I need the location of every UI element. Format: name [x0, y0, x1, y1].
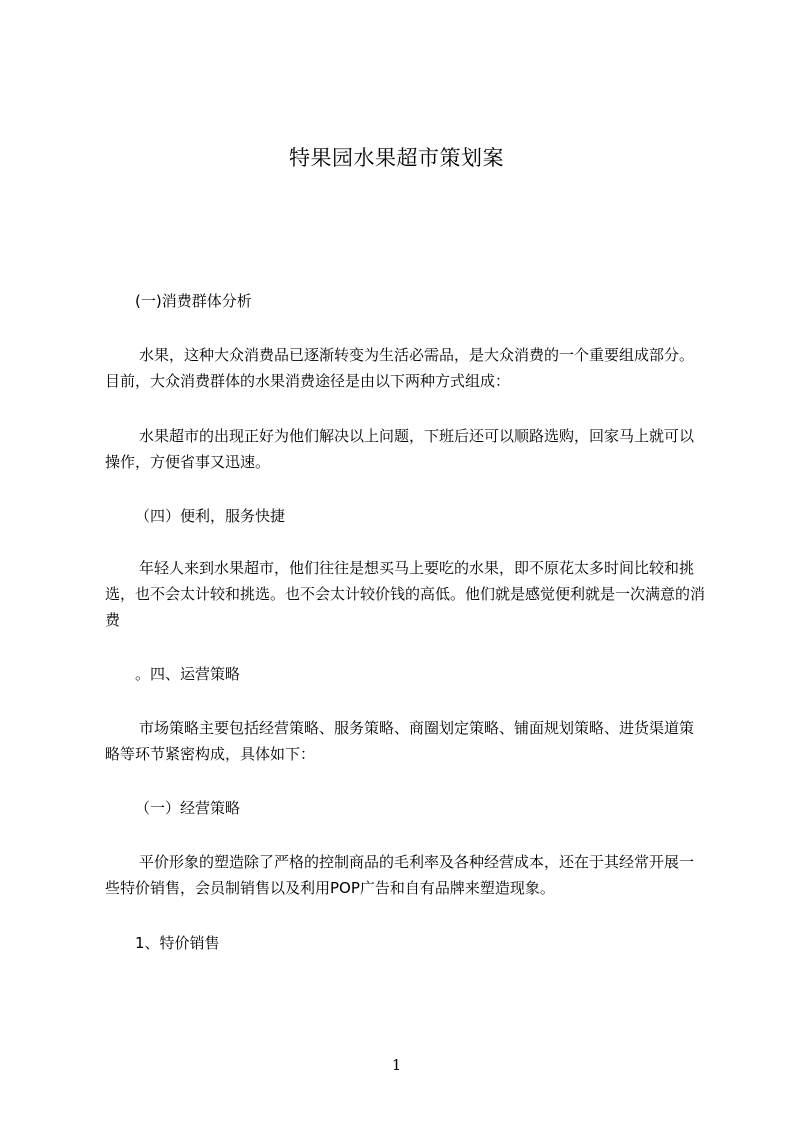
section-heading-business-strategy: （一）经营策略 [135, 799, 241, 817]
document-title: 特果园水果超市策划案 [289, 146, 504, 170]
paragraph-young-customers: 年轻人来到水果超市，他们往往是想买马上要吃的水果，即不原花太多时间比较和挑选，也不会太计较和挑选。也不会太计较价钱的高低。他们就是感觉便利就是一次满意的消费 [105, 559, 706, 629]
paragraph-low-price-image: 平价形象的塑造除了严格的控制商品的毛利率及各种经营成本，还在于其经常开展一些特价销售，会员制销售以及利用POP广告和自有品牌来塑造现象。 [105, 853, 695, 897]
subheading-special-sale: 1、特价销售 [135, 934, 220, 952]
paragraph-market-strategy: 市场策略主要包括经营策略、服务策略、商圈划定策略、铺面规划策略、进货渠道策略等环节紧密构成，具体如下： [105, 719, 695, 763]
paragraph-fruit-consumption: 水果，这种大众消费品已逐渐转变为生活必需品，是大众消费的一个重要组成部分。目前，大众消费群体的水果消费途径是由以下两种方式组成： [105, 346, 695, 390]
paragraph-fruit-supermarket: 水果超市的出现正好为他们解决以上问题，下班后还可以顺路选购，回家马上就可以操作，方便省事又迅速。 [105, 427, 695, 471]
section-heading-convenience: （四）便利，服务快捷 [135, 507, 286, 525]
section-heading-consumer-analysis: (一)消费群体分析 [135, 292, 252, 310]
section-heading-operation-strategy: 。四、运营策略 [135, 665, 241, 683]
page-number: 1 [391, 1056, 402, 1074]
